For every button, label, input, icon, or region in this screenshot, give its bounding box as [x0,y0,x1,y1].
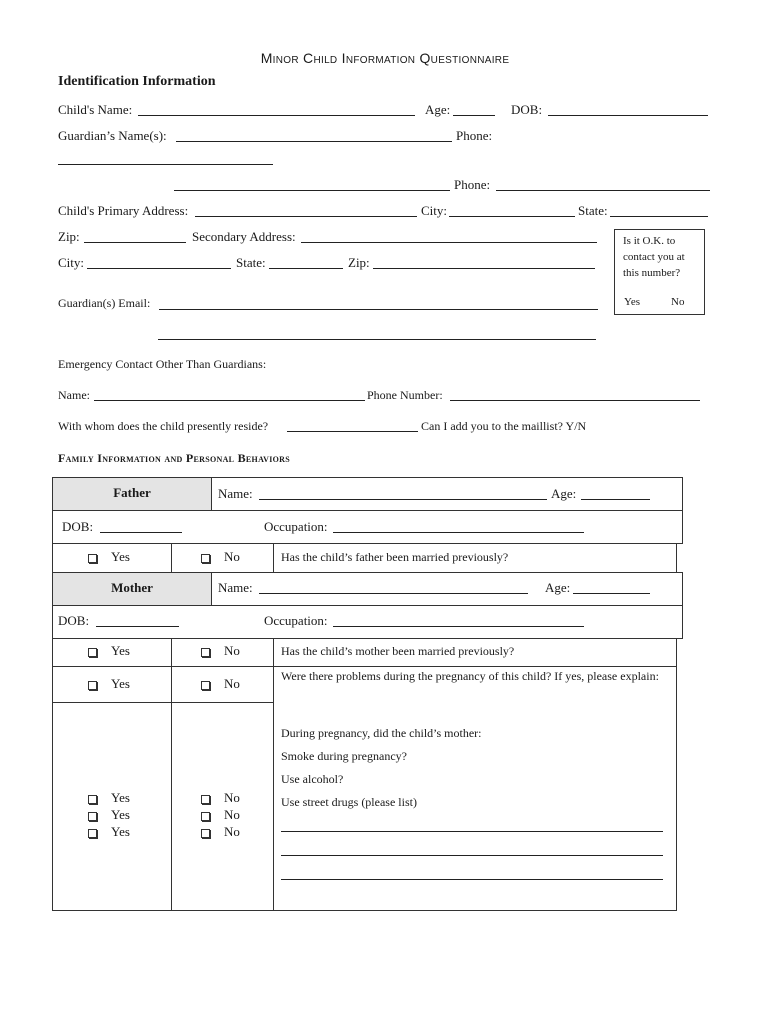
checkbox-icon[interactable] [88,829,97,838]
smoke-question: Smoke during pregnancy? [281,749,407,763]
section-heading-family: Family Information and Personal Behaviors [58,451,290,465]
checkbox-icon[interactable] [201,554,210,563]
checkbox-icon[interactable] [88,648,97,657]
contact-yes[interactable]: Yes [624,296,641,308]
page-title: Minor Child Information Questionnaire [260,50,510,66]
smoke-yes[interactable]: Yes [88,790,130,806]
guardians-names-field[interactable] [176,141,452,142]
alcohol-question: Use alcohol? [281,772,344,786]
drugs-list-line-2[interactable] [281,855,663,856]
emergency-name-field[interactable] [94,400,365,401]
phone-label: Phone: [456,128,493,143]
alcohol-no[interactable]: No [201,807,240,823]
emergency-phone-field[interactable] [450,400,700,401]
checkbox-icon[interactable] [201,795,210,804]
drugs-yes[interactable]: Yes [88,824,130,840]
phone-2-field[interactable] [496,190,710,191]
state-2-field[interactable] [269,268,343,269]
primary-address-field[interactable] [195,216,417,217]
father-name-label: Name: [218,486,253,501]
father-dob-field[interactable] [100,532,182,533]
guardian-email-field[interactable] [159,309,598,310]
checkbox-icon[interactable] [201,829,210,838]
mother-occupation-label: Occupation: [264,613,328,628]
zip-field[interactable] [84,242,186,243]
checkbox-icon[interactable] [201,681,210,690]
father-dob-row [52,510,683,544]
drugs-no[interactable]: No [201,824,240,840]
childs-name-label: Child's Name: [58,102,133,117]
dob-label: DOB: [511,102,543,117]
city-label: City: [421,203,448,218]
mother-name-field[interactable] [259,593,528,594]
during-pregnancy-label: During pregnancy, did the child’s mother: [281,726,482,740]
maillist-label: Can I add you to the maillist? Y/N [421,419,587,433]
father-age-label: Age: [551,486,577,501]
mother-married-question: Has the child’s mother been married previously? [281,644,515,658]
father-dob-label: DOB: [62,519,94,534]
pregnancy-question: Were there problems during the pregnancy of this child? If yes, please explain: [281,669,659,683]
mother-label: Mother [111,580,153,595]
mother-name-cell [211,572,683,606]
checkbox-icon[interactable] [201,812,210,821]
zip-2-label: Zip: [348,255,370,270]
mother-dob-label: DOB: [58,613,90,628]
mother-married-no[interactable]: No [201,643,240,659]
guardians-names-label: Guardian’s Name(s): [58,128,167,143]
phone-2-label: Phone: [454,177,491,192]
emergency-name-label: Name: [58,388,90,402]
mother-occupation-field[interactable] [333,626,584,627]
state-2-label: State: [236,255,266,270]
mother-dob-row [52,605,683,639]
mother-age-field[interactable] [573,593,650,594]
father-married-question: Has the child’s father been married previously? [281,550,509,564]
father-age-field[interactable] [581,499,650,500]
section-heading-identification: Identification Information [58,74,216,89]
father-occupation-label: Occupation: [264,519,328,534]
dob-field[interactable] [548,115,708,116]
phone-field[interactable] [58,164,273,165]
guardian-name-2-field[interactable] [174,190,450,191]
mother-married-yes[interactable]: Yes [88,643,130,659]
state-label: State: [578,203,608,218]
city-field[interactable] [449,216,575,217]
drugs-list-line-1[interactable] [281,831,663,832]
father-married-no[interactable]: No [201,549,240,565]
guardian-email-label: Guardian(s) Email: [58,296,151,310]
pregnancy-no[interactable]: No [201,676,240,692]
mother-name-label: Name: [218,580,253,595]
checkbox-icon[interactable] [88,681,97,690]
contact-no[interactable]: No [671,296,685,308]
mother-dob-field[interactable] [96,626,179,627]
father-label: Father [113,485,151,500]
drugs-question: Use street drugs (please list) [281,795,417,809]
guardian-email-field-2[interactable] [158,339,596,340]
alcohol-yes[interactable]: Yes [88,807,130,823]
father-name-field[interactable] [259,499,547,500]
city-2-field[interactable] [87,268,231,269]
childs-name-field[interactable] [138,115,415,116]
emergency-phone-label: Phone Number: [367,388,443,402]
city-2-label: City: [58,255,85,270]
father-occupation-field[interactable] [333,532,584,533]
checkbox-icon[interactable] [88,795,97,804]
father-married-yes[interactable]: Yes [88,549,130,565]
pregnancy-question-cell [273,666,677,911]
secondary-address-field[interactable] [301,242,597,243]
checkbox-icon[interactable] [88,554,97,563]
reside-label: With whom does the child presently reside? [58,419,269,433]
primary-address-label: Child's Primary Address: [58,203,189,218]
father-name-cell [211,477,683,511]
zip-label: Zip: [58,229,80,244]
age-field[interactable] [453,115,495,116]
smoke-no[interactable]: No [201,790,240,806]
mother-age-label: Age: [545,580,571,595]
state-field[interactable] [610,216,708,217]
zip-2-field[interactable] [373,268,595,269]
emergency-heading: Emergency Contact Other Than Guardians: [58,357,267,371]
checkbox-icon[interactable] [201,648,210,657]
secondary-address-label: Secondary Address: [192,229,296,244]
pregnancy-yes[interactable]: Yes [88,676,130,692]
age-label: Age: [425,102,451,117]
drugs-list-line-3[interactable] [281,879,663,880]
reside-field[interactable] [287,431,418,432]
contact-ok-text: Is it O.K. to contact you at this number? [623,235,685,279]
checkbox-icon[interactable] [88,812,97,821]
